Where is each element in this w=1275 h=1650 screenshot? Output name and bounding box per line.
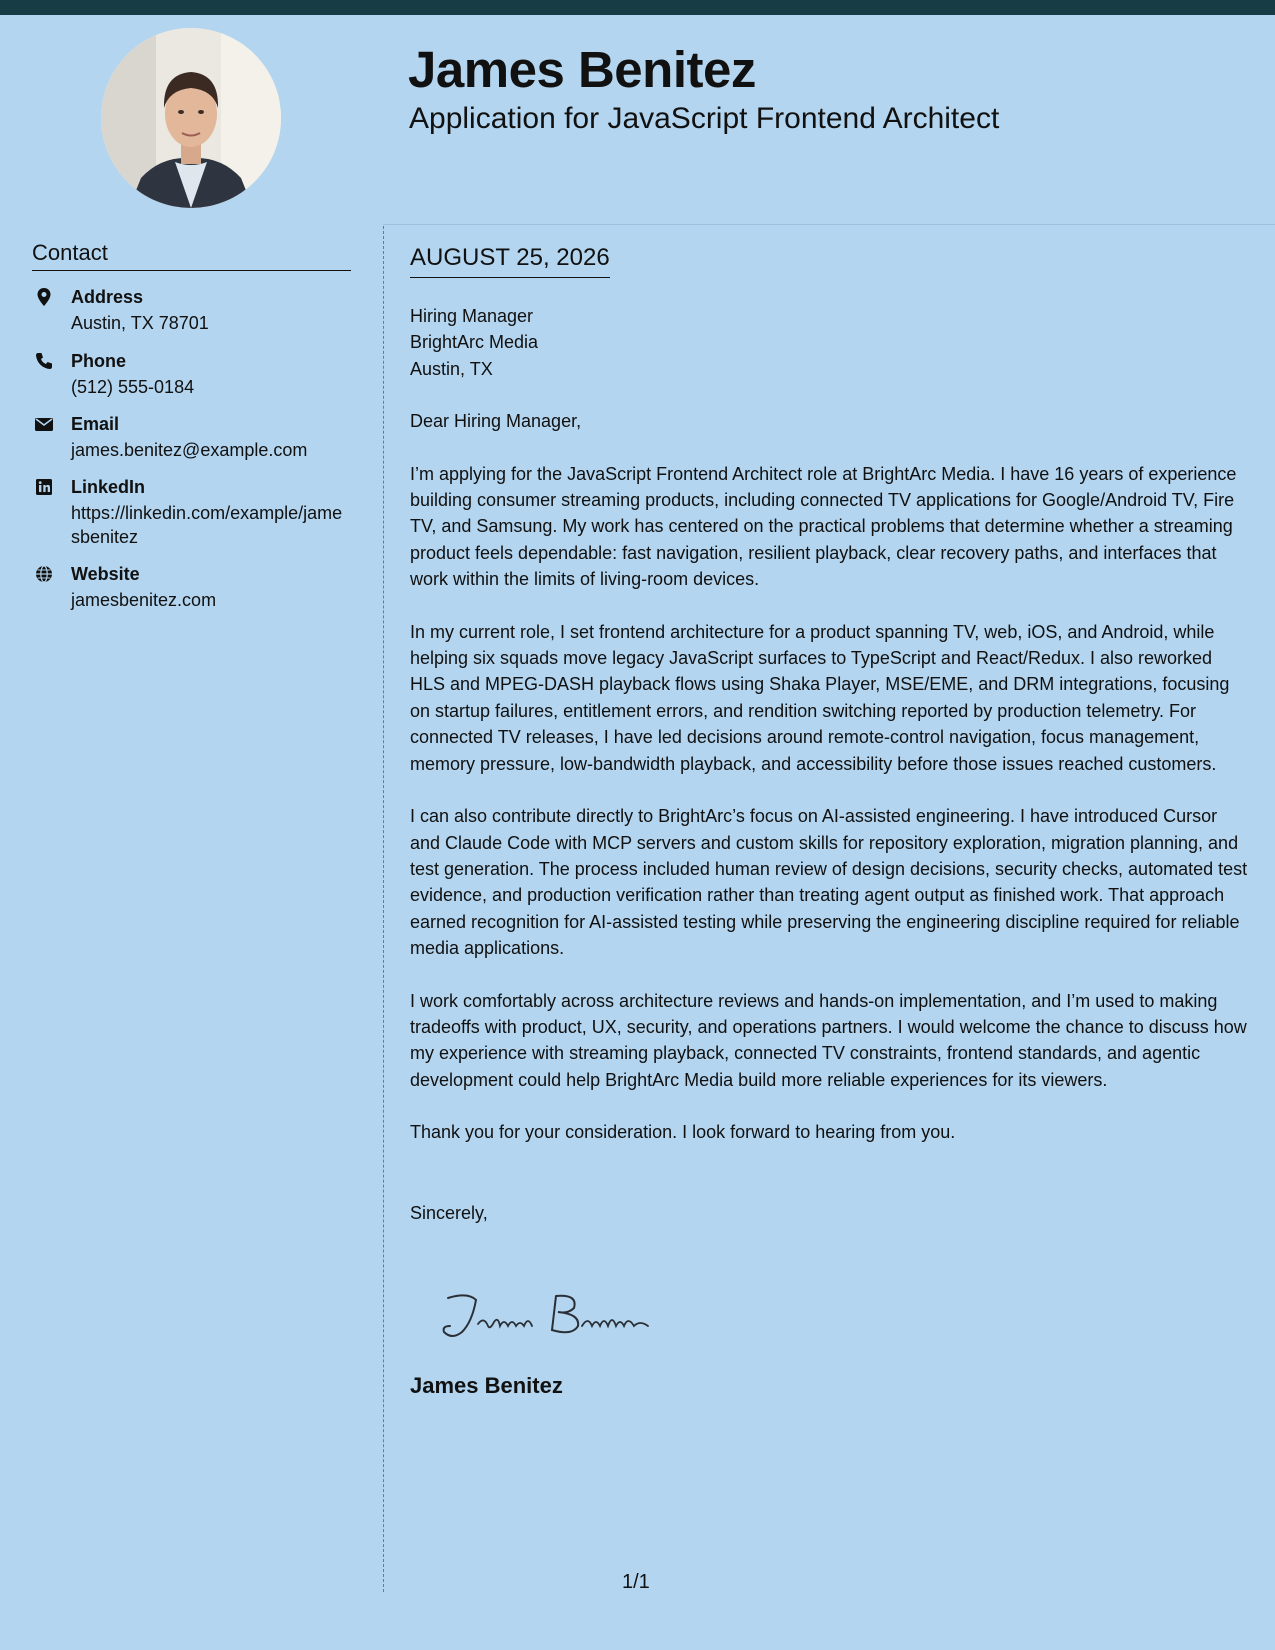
salutation: Dear Hiring Manager, (410, 411, 582, 432)
contact-label: Email (71, 414, 120, 434)
contact-value[interactable]: jamesbenitez.com (71, 590, 217, 610)
recipient-line: Austin, TX (410, 358, 493, 379)
contact-value: Austin, TX 78701 (71, 313, 209, 333)
header-divider (383, 224, 1275, 225)
globe-icon (34, 564, 54, 584)
letter-paragraph: I’m applying for the JavaScript Frontend Architect role at BrightArc Media. I have 16 years of experience building consumer streaming products, including connected TV applications for Google/Android TV, Fire TV, and Samsung. My work has centered on the practical problems that determine whether a streaming product feels dependable: fast navigation, resilient playback, clear recovery paths, and interfaces that work within the limits of living-room devices. (410, 463, 1237, 590)
applicant-name: James Benitez (408, 41, 756, 98)
recipient-block (410, 303, 1250, 382)
linkedin-icon (34, 477, 54, 497)
letter-body (410, 303, 1250, 1226)
recipient-line: Hiring Manager (410, 306, 534, 326)
contact-label: Address (71, 287, 144, 307)
letter-paragraph: I work comfortably across architecture reviews and hands-on implementation, and I’m used to making tradeoffs with product, UX, security, and operations partners. I would welcome the chance to discuss how my experience with streaming playback, connected TV constraints, frontend standards, and agentic development could help BrightArc Media build more reliable experiences for its viewers. (410, 990, 1247, 1090)
recipient-line: BrightArc Media (410, 332, 539, 353)
application-subtitle: Application for JavaScript Frontend Architect (409, 102, 1000, 135)
letter-paragraph: Thank you for your consideration. I look forward to hearing from you. (410, 1122, 956, 1143)
phone-icon (34, 351, 54, 371)
contact-label: Phone (71, 351, 127, 371)
envelope-icon (34, 414, 54, 434)
column-divider (383, 226, 384, 1592)
map-pin-icon (34, 287, 54, 307)
contact-value[interactable]: https://linkedin.com/example/jamesbenitez (71, 503, 343, 547)
signer-name: James Benitez (410, 1373, 563, 1398)
contact-heading: Contact (32, 240, 351, 271)
letter-paragraph: I can also contribute directly to BrightArc’s focus on AI-assisted engineering. I have introduced Cursor and Claude Code with MCP servers and custom skills for repository exploration, migration planning, and test generation. The process included human review of design decisions, security checks, automated test evidence, and production verification rather than treating agent output as finished work. That approach earned recognition for AI-assisted testing while preserving the engineering discipline required for reliable media applications. (410, 806, 1248, 959)
profile-photo (101, 28, 281, 208)
handwritten-signature (428, 1286, 668, 1346)
top-bar (0, 0, 1275, 15)
contact-label: LinkedIn (71, 477, 146, 497)
page-number: 1/1 (622, 1571, 650, 1593)
letter-paragraph: In my current role, I set frontend architecture for a product spanning TV, web, iOS, and Android, while helping six squads move legacy JavaScript surfaces to TypeScript and React/Redux. I also reworked HLS and MPEG-DASH playback flows using Shaka Player, MSE/EME, and DRM integrations, focusing on startup failures, entitlement errors, and rendition switching reported by production telemetry. For connected TV releases, I have led decisions around remote-control navigation, focus management, memory pressure, low-bandwidth playback, and accessibility before those issues reached customers. (410, 621, 1230, 774)
closing: Sincerely, (410, 1202, 488, 1223)
contact-value[interactable]: james.benitez@example.com (71, 440, 308, 460)
letter-date: AUGUST 25, 2026 (410, 244, 610, 278)
contact-value: (512) 555-0184 (71, 377, 195, 397)
contact-label: Website (71, 564, 140, 584)
